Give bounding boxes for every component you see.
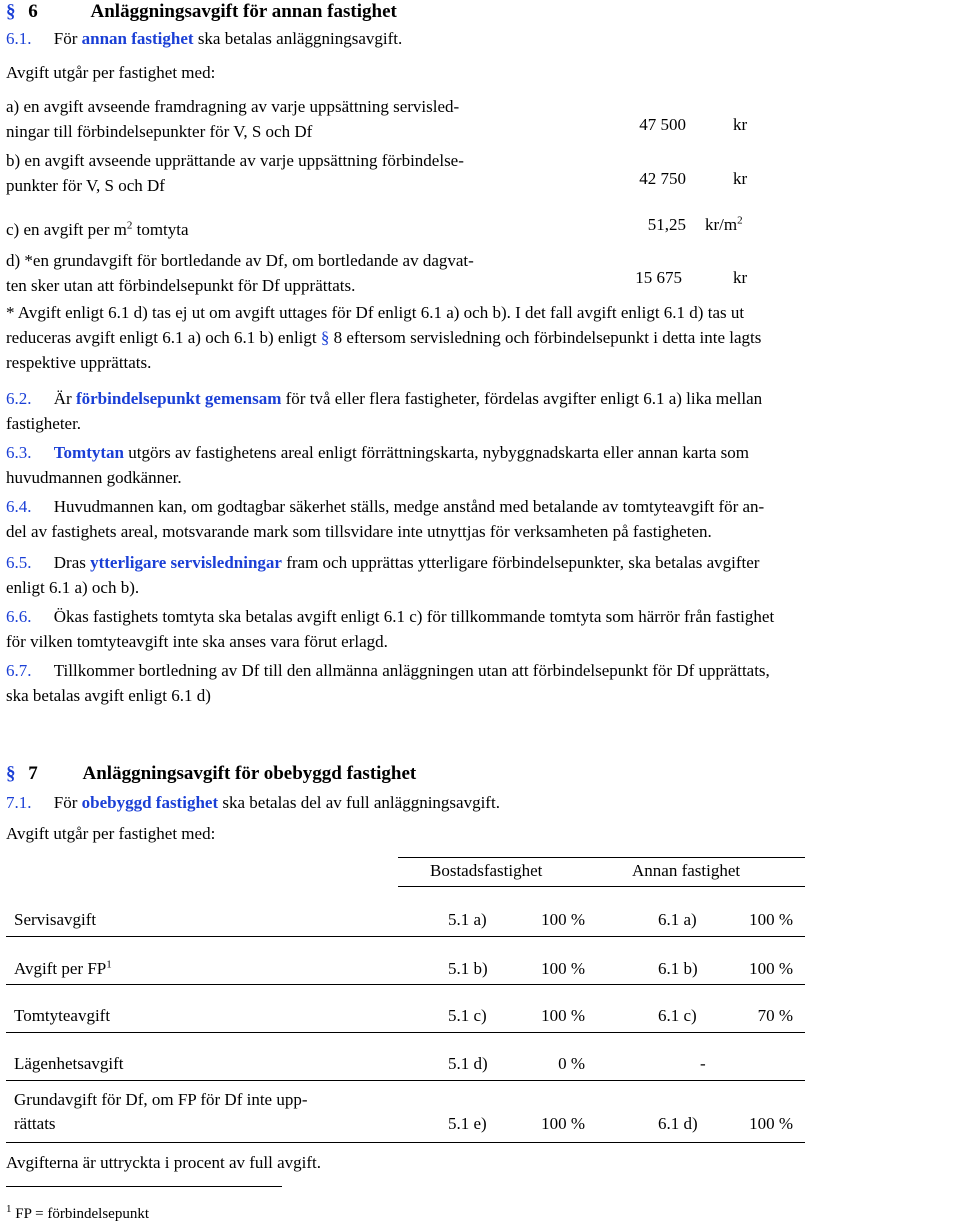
section-6-heading: [6, 0, 397, 24]
clause-6-5: 6.5. Dras ytterligare servisledningar fram och upprättas ytterligare förbindelsepunkter, ska betalas avgifter: [6, 553, 760, 572]
fee-a-line2: ningar till förbindelsepunkter för V, S och Df: [6, 122, 313, 141]
note-line2: reduceras avgift enligt 6.1 a) och 6.1 b) enligt § 8 eftersom servisledning och förbindelsepunkt i detta inte lagts: [6, 328, 762, 347]
table-rule-header: [398, 886, 805, 887]
table-cell-ref: 6.1 d): [658, 1114, 698, 1133]
table-rule-bottom: [6, 1142, 805, 1143]
fee-b-amount: 42 750: [639, 169, 686, 188]
fee-a-line1: a) en avgift avseende framdragning av varje uppsättning servisled-: [6, 97, 460, 116]
clause-text: ska betalas anläggningsavgift.: [197, 29, 403, 48]
table-header-annan: Annan fastighet: [632, 861, 741, 880]
fee-a-unit: kr: [733, 115, 748, 134]
table-cell-ref: 6.1 b): [658, 959, 698, 978]
clause-6-4: 6.4. Huvudmannen kan, om godtagbar säkerhet ställs, medge anstånd med betalande av tomtyteavgift för an-: [6, 497, 765, 516]
table-cell-ref: 5.1 d): [448, 1054, 488, 1073]
note-line3: respektive upprättats.: [6, 353, 152, 372]
table-row-label: Grundavgift för Df, om FP för Df inte upp-: [14, 1090, 308, 1109]
fee-c-line1: c) en avgift per $m^2$ tomtyta: [6, 219, 189, 239]
clause-7-1: 7.1. För obebyggd fastighet ska betalas del av full anläggningsavgift.: [6, 793, 500, 812]
table-cell-pct: 0 %: [558, 1054, 585, 1073]
table-cell-pct: 100 %: [749, 910, 793, 929]
defined-term-link[interactable]: Tomtytan: [53, 443, 124, 462]
defined-term-link[interactable]: förbindelsepunkt gemensam: [75, 389, 282, 408]
clause-number: 6.6.: [6, 607, 32, 626]
clause-number: 6.2.: [6, 389, 32, 408]
table-cell-ref: 5.1 b): [448, 959, 488, 978]
table-row-rule: [6, 1080, 805, 1081]
clause-number: 6.5.: [6, 553, 32, 572]
fee-d-line2: ten sker utan att förbindelsepunkt för Df upprättats.: [6, 276, 356, 295]
table-row-label-line2: rättats: [14, 1114, 56, 1133]
clause-6-3: 6.3. Tomtytan utgörs av fastighetens areal enligt förrättningskarta, nybyggnadskarta eller annan karta som: [6, 443, 749, 462]
section-number: 6: [28, 1, 38, 22]
fee-d-amount: 15 675: [635, 268, 682, 287]
section-number: 7: [28, 763, 38, 784]
table-cell-ref: 5.1 e): [448, 1114, 487, 1133]
clause-6-7-line2: ska betalas avgift enligt 6.1 d): [6, 686, 211, 705]
fee-d-unit: kr: [733, 268, 748, 287]
table-row-label: Avgift per $FP^1$: [14, 958, 112, 978]
table-note: Avgifterna är uttryckta i procent av full avgift.: [6, 1153, 322, 1172]
table-cell-ref: 5.1 a): [448, 910, 487, 929]
table-rule-top: [398, 857, 805, 858]
fee-intro: Avgift utgår per fastighet med:: [6, 63, 216, 82]
defined-term-link[interactable]: ytterligare servisledningar: [90, 553, 282, 572]
table-cell-pct: 100 %: [541, 1006, 585, 1025]
table-row-rule: [6, 1032, 805, 1033]
fee-c-unit: $kr/m^2$: [705, 214, 743, 234]
footnote-separator: [6, 1186, 282, 1187]
paragraph-sign-icon: §: [6, 763, 16, 784]
table-cell-pct: 100 %: [541, 1114, 585, 1133]
table-row-rule: [6, 984, 805, 985]
fee-b-line2: punkter för V, S och Df: [6, 176, 165, 195]
table-cell-pct: 100 %: [749, 959, 793, 978]
section-title: Anläggningsavgift för obebyggd fastighet: [82, 763, 417, 784]
fee-c-amount: 51,25: [647, 215, 686, 234]
table-cell-ref: 6.1 a): [658, 910, 697, 929]
clause-6-2: 6.2. Är förbindelsepunkt gemensam för två eller flera fastigheter, fördelas avgifter enligt 6.1 a) lika mellan: [6, 389, 763, 408]
defined-term-link[interactable]: obebyggd fastighet: [81, 793, 219, 812]
clause-6-7: 6.7. Tillkommer bortledning av Df till den allmänna anläggningen utan att förbindelsepunkt för Df upprättats,: [6, 661, 770, 680]
paragraph-sign-icon: §: [6, 1, 16, 22]
clause-number: 6.4.: [6, 497, 32, 516]
section-title: Anläggningsavgift för annan fastighet: [90, 1, 397, 22]
clause-6-4-line2: del av fastighets areal, motsvarande mark som tillsvidare inte utnyttjas för verksamheten på fastigheten.: [6, 522, 712, 541]
clause-text: För: [53, 29, 78, 48]
fee-d-line1: d) *en grundavgift för bortledande av Df, om bortledande av dagvat-: [6, 251, 474, 270]
clause-number: 7.1.: [6, 793, 32, 812]
section-7-heading: [6, 762, 416, 786]
clause-6-6-line2: för vilken tomtyteavgift inte ska anses vara förut erlagd.: [6, 632, 388, 651]
table-cell-ref: 5.1 c): [448, 1006, 487, 1025]
table-cell-pct: 100 %: [541, 959, 585, 978]
table-cell-ref: 6.1 c): [658, 1006, 697, 1025]
table-cell-pct: 100 %: [541, 910, 585, 929]
table-row-label: Tomtyteavgift: [14, 1006, 111, 1025]
table-row-label: Lägenhetsavgift: [14, 1054, 124, 1073]
fee-b-unit: kr: [733, 169, 748, 188]
note-line1: * Avgift enligt 6.1 d) tas ej ut om avgift uttages för Df enligt 6.1 a) och b). I det fall avgift enligt 6.1 d) tas ut: [6, 303, 745, 322]
fee-a-amount: 47 500: [639, 115, 686, 134]
clause-6-6: 6.6. Ökas fastighets tomtyta ska betalas avgift enligt 6.1 c) för tillkommande tomtyta som härrör från fastighet: [6, 607, 775, 626]
table-cell-ref: -: [700, 1054, 706, 1073]
clause-6-3-line2: huvudmannen godkänner.: [6, 468, 182, 487]
table-row-rule: [6, 936, 805, 937]
clause-6-1: [6, 28, 402, 49]
clause-6-2-line2: fastigheter.: [6, 414, 82, 433]
table-cell-pct: 70 %: [757, 1006, 793, 1025]
table-cell-pct: 100 %: [749, 1114, 793, 1133]
clause-number: 6.7.: [6, 661, 32, 680]
fee-intro-7: Avgift utgår per fastighet med:: [6, 824, 216, 843]
clause-number: 6.3.: [6, 443, 32, 462]
footnote: $^1$ FP = förbindelsepunkt: [6, 1203, 149, 1222]
clause-6-5-line2: enligt 6.1 a) och b).: [6, 578, 140, 597]
table-row-label: Servisavgift: [14, 910, 97, 929]
paragraph-sign-icon: §: [320, 328, 330, 347]
clause-number: 6.1.: [6, 29, 32, 48]
defined-term-link[interactable]: annan fastighet: [81, 29, 194, 48]
table-header-bostad: Bostadsfastighet: [430, 861, 543, 880]
fee-b-line1: b) en avgift avseende upprättande av varje uppsättning förbindelse-: [6, 151, 464, 170]
